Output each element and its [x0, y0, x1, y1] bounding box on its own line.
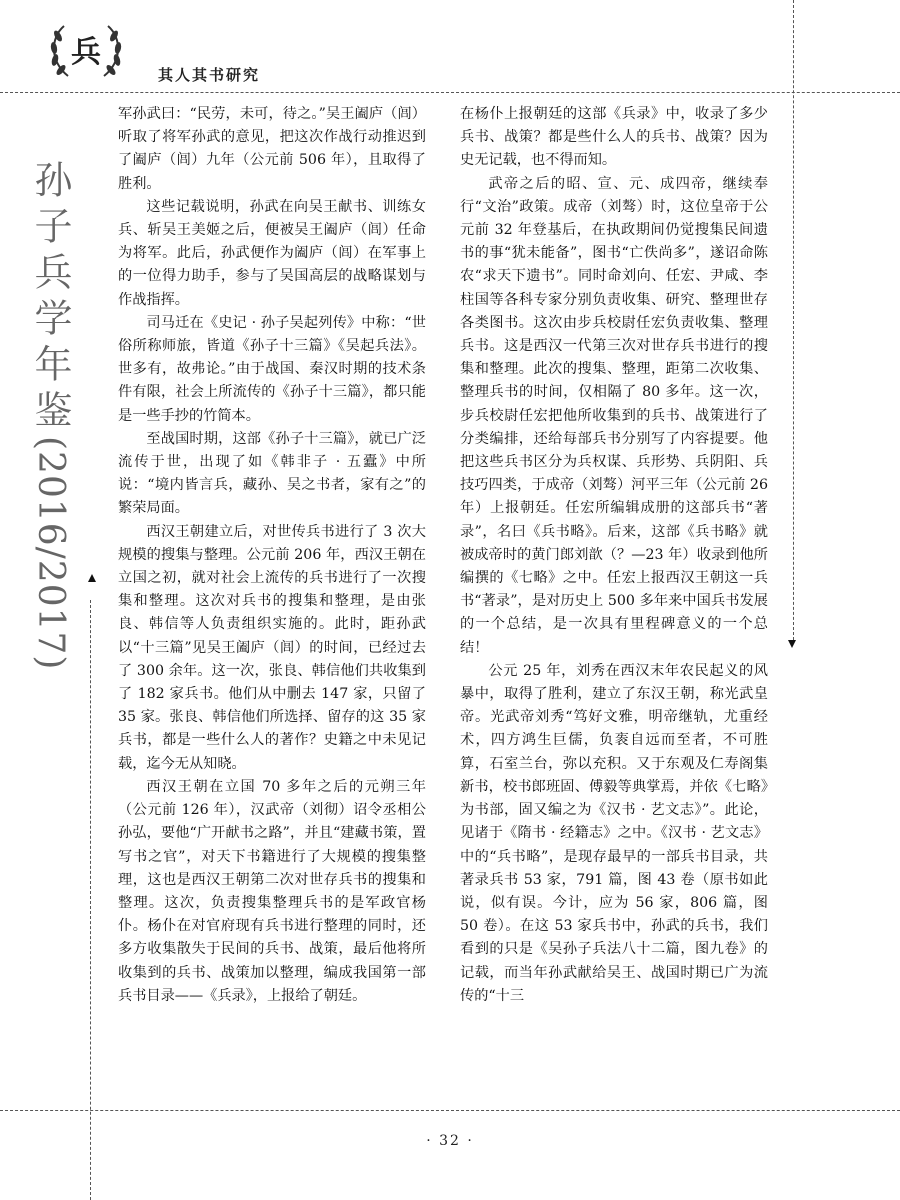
- book-title-name: 孙子兵学年鉴: [28, 160, 72, 436]
- journal-logo: [42, 14, 130, 88]
- paragraph: 至战国时期，这部《孙子十三篇》，就已广泛流传于世，出现了如《韩非子 · 五蠹》中所说：“境内皆言兵，藏孙、吴之书者，家有之”的繁荣局面。: [118, 430, 426, 517]
- header-divider: [0, 92, 900, 93]
- book-title-year: (2016/2017): [30, 436, 71, 671]
- laurel-logo-icon: [42, 14, 130, 88]
- section-title: 其人其书研究: [158, 66, 261, 84]
- paragraph: 西汉王朝在立国 70 多年之后的元朔三年（公元前 126 年），汉武帝（刘彻）诏令丞相公孙弘，要他“广开献书之路”，并且“建藏书策，置写书之官”，对天下书籍进行了大规模的搜集整理，这也是西汉王朝第二次对世存兵书的搜集和整理。这次，负责搜集整理兵书的是军政官杨仆。杨仆在对官府现有兵书进行整理的同时，还多方收集散失于民间的兵书、战策，最后他将所收集到的兵书、战策加以整理，编成我国第一部兵书目录——《兵录》，上报给了朝廷。: [118, 778, 426, 1004]
- paragraph: 在杨仆上报朝廷的这部《兵录》中，收录了多少兵书、战策？都是些什么人的兵书、战策？因为史无记载，也不得而知。: [460, 106, 768, 169]
- paragraph: 这些记载说明，孙武在向吴王献书、训练女兵、斩吴王美姬之后，便被吴王阖庐（闾）任命为将军。此后，孙武便作为阖庐（闾）在军事上的一位得力助手，参与了吴国高层的战略谋划与作战指挥。: [118, 198, 426, 308]
- left-text-column: [118, 103, 426, 1008]
- paragraph: 武帝之后的昭、宣、元、成四帝，继续奉行“文治”政策。成帝（刘骜）时，这位皇帝于公元前 32 年登基后，在执政期间仍觉搜集民间遗书的事“犹未能备”，图书“亡佚尚多”，遂诏命陈农“求天下遗书”。同时命刘向、任宏、尹咸、李柱国等各科专家分别负责收集、研究、整理世存各类图书。这次由步兵校尉任宏负责收集、整理兵书。这是西汉一代第三次对世存兵书进行的搜集和整理。此次的搜集、整理，距第二次收集、整理兵书的时间，仅相隔了 80 多年。这一次，步兵校尉任宏把他所收集到的兵书、战策进行了分类编排，还给每部兵书分别写了内容提要。他把这些兵书区分为兵权谋、兵形势、兵阴阳、兵技巧四类，于成帝（刘骜）河平三年（公元前 26 年）上报朝廷。任宏所编辑成册的这部兵书“著录”，名曰《兵书略》。后来，这部《兵书略》就被成帝时的黄门郎刘歆（？—23 年）收录到他所编撰的《七略》之中。任宏上报西汉王朝这一兵书“著录”，是对历史上 500 多年来中国兵书发展的一个总结，是一次具有里程碑意义的一个总结！: [460, 175, 768, 656]
- arrow-down-icon: [788, 640, 796, 648]
- paragraph: 司马迁在《史记 · 孙子吴起列传》中称：“世俗所称师旅，皆道《孙子十三篇》《吴起兵法》。世多有，故弗论。”由于战国、秦汉时期的技术条件有限，社会上所流传的《孙子十三篇》，都只能是一些手抄的竹简本。: [118, 314, 426, 424]
- left-margin-rule: [90, 600, 91, 1200]
- logo-glyph: 兵: [71, 35, 101, 70]
- page-number: · 32 ·: [426, 1133, 474, 1149]
- paragraph: 公元 25 年，刘秀在西汉末年农民起义的风暴中，取得了胜利，建立了东汉王朝，称光武皇帝。光武帝刘秀“笃好文雅，明帝继轨，尤重经术，四方鸿生巨儒，负袠自远而至者，不可胜算，石室兰台，弥以充积。又于东观及仁寿阁集新书，校书郎班固、傅毅等典掌焉，并依《七略》为书部，固又编之为《汉书 · 艺文志》”。此论，见诸于《隋书 · 经籍志》之中。《汉书 · 艺文志》中的“兵书略”，是现存最早的一部兵书目录，共著录兵书 53 家，791 篇，图 43 卷（原书如此说，似有误。今计，应为 56 家，806 篇，图 50 卷）。在这 53 家兵书中，孙武的兵书，我们看到的只是《吴孙子兵法八十二篇，图九卷》的记载，而当年孙武献给吴王、战国时期已广为流传的“十三: [460, 662, 768, 1004]
- footer-divider: [0, 1110, 900, 1111]
- right-margin-rule: [793, 0, 794, 640]
- paragraph: 西汉王朝建立后，对世传兵书进行了 3 次大规模的搜集与整理。公元前 206 年，西汉王朝在立国之初，就对社会上流传的兵书进行了一次搜集和整理。这次对兵书的搜集和整理，是由张良、韩信等人负责组织实施的。此时，距孙武以“十三篇”见吴王阖庐（闾）的时间，已经过去了 300 余年。这一次，张良、韩信他们共收集到了 182 家兵书。他们从中删去 147 家，只留了 35 家。张良、韩信他们所选择、留存的这 35 家兵书，都是一些什么人的著作？史籍之中未见记载，迄今无从知晓。: [118, 523, 426, 772]
- right-text-column: [460, 103, 768, 1008]
- book-title: [24, 160, 76, 670]
- arrow-up-icon: [88, 574, 96, 582]
- paragraph: 军孙武曰：“民劳，未可，待之。”吴王阖庐（闾）听取了将军孙武的意见，把这次作战行动推迟到了阖庐（闾）九年（公元前 506 年），且取得了胜利。: [118, 106, 426, 192]
